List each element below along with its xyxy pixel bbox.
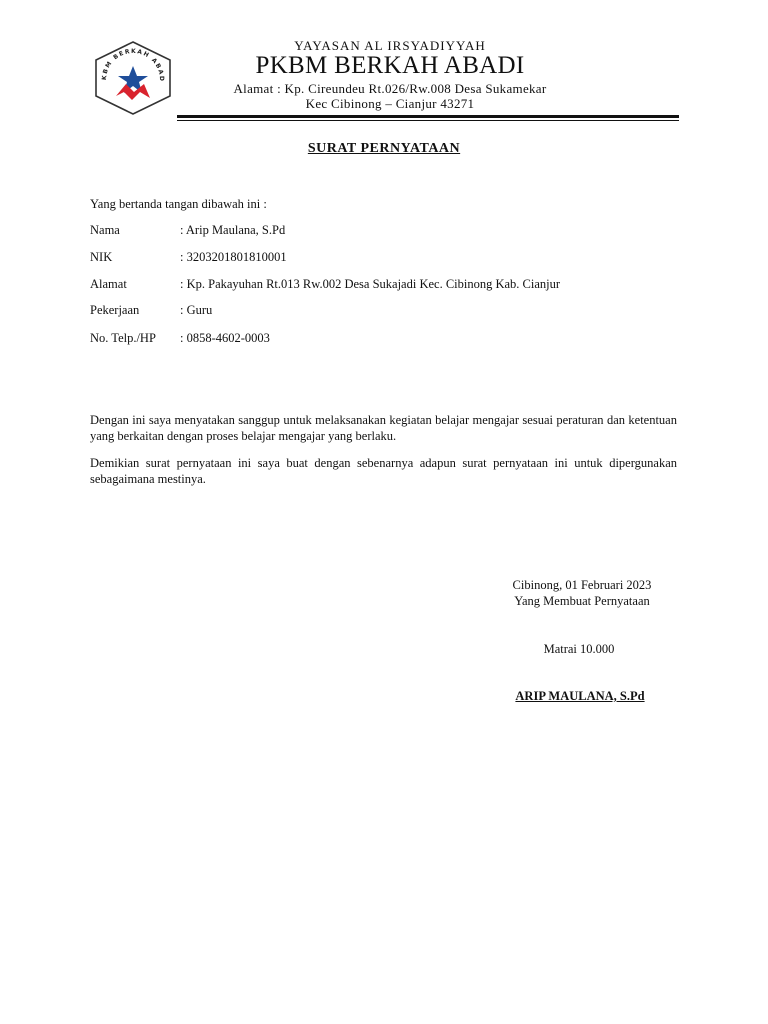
foundation-name: YAYASAN AL IRSYADIYYAH xyxy=(294,38,486,53)
field-value-pekerjaan: : Guru xyxy=(180,303,213,317)
institution-name: PKBM BERKAH ABADI xyxy=(255,52,525,79)
field-value-telp: : 0858-4602-0003 xyxy=(180,331,270,345)
field-label-nama: Nama xyxy=(90,223,120,237)
field-label-pekerjaan: Pekerjaan xyxy=(90,303,140,317)
closing-paragraph: Demikian surat pernyataan ini saya buat dengan sebenarnya adapun surat pernyataan ini untuk dipergunakan sebagaimana mestinya. xyxy=(90,456,677,486)
field-label-alamat: Alamat xyxy=(90,277,127,291)
document-title: SURAT PERNYATAAN xyxy=(307,141,461,156)
field-value-alamat: : Kp. Pakayuhan Rt.013 Rw.002 Desa Sukajadi Kec. Cibinong Kab. Cianjur xyxy=(180,277,561,291)
letterhead-rule-thick xyxy=(177,115,679,118)
field-label-telp: No. Telp./HP xyxy=(90,331,156,345)
field-value-nik: : 3203201801810001 xyxy=(180,250,287,264)
signer-name: ARIP MAULANA, S.Pd xyxy=(515,689,645,703)
stamp-duty-label: Matrai 10.000 xyxy=(543,642,615,656)
field-value-nama: : Arip Maulana, S.Pd xyxy=(180,223,286,237)
field-label-nik: NIK xyxy=(90,250,113,264)
address-line-1: Alamat : Kp. Cireundeu Rt.026/Rw.008 Desa Sukamekar xyxy=(233,81,547,96)
intro-text: Yang bertanda tangan dibawah ini : xyxy=(90,197,267,211)
signer-role: Yang Membuat Pernyataan xyxy=(514,594,650,608)
address-line-2: Kec Cibinong – Cianjur 43271 xyxy=(305,96,475,111)
statement-paragraph: Dengan ini saya menyatakan sanggup untuk melaksanakan kegiatan belajar mengajar sesuai peraturan dan ketentuan yang berkaitan dengan proses belajar mengajar yang berlaku. xyxy=(90,413,677,443)
logo-text: KBM BERKAH ABAD xyxy=(100,47,166,83)
place-date: Cibinong, 01 Februari 2023 xyxy=(512,578,652,592)
letterhead-rule-thin xyxy=(177,120,679,121)
